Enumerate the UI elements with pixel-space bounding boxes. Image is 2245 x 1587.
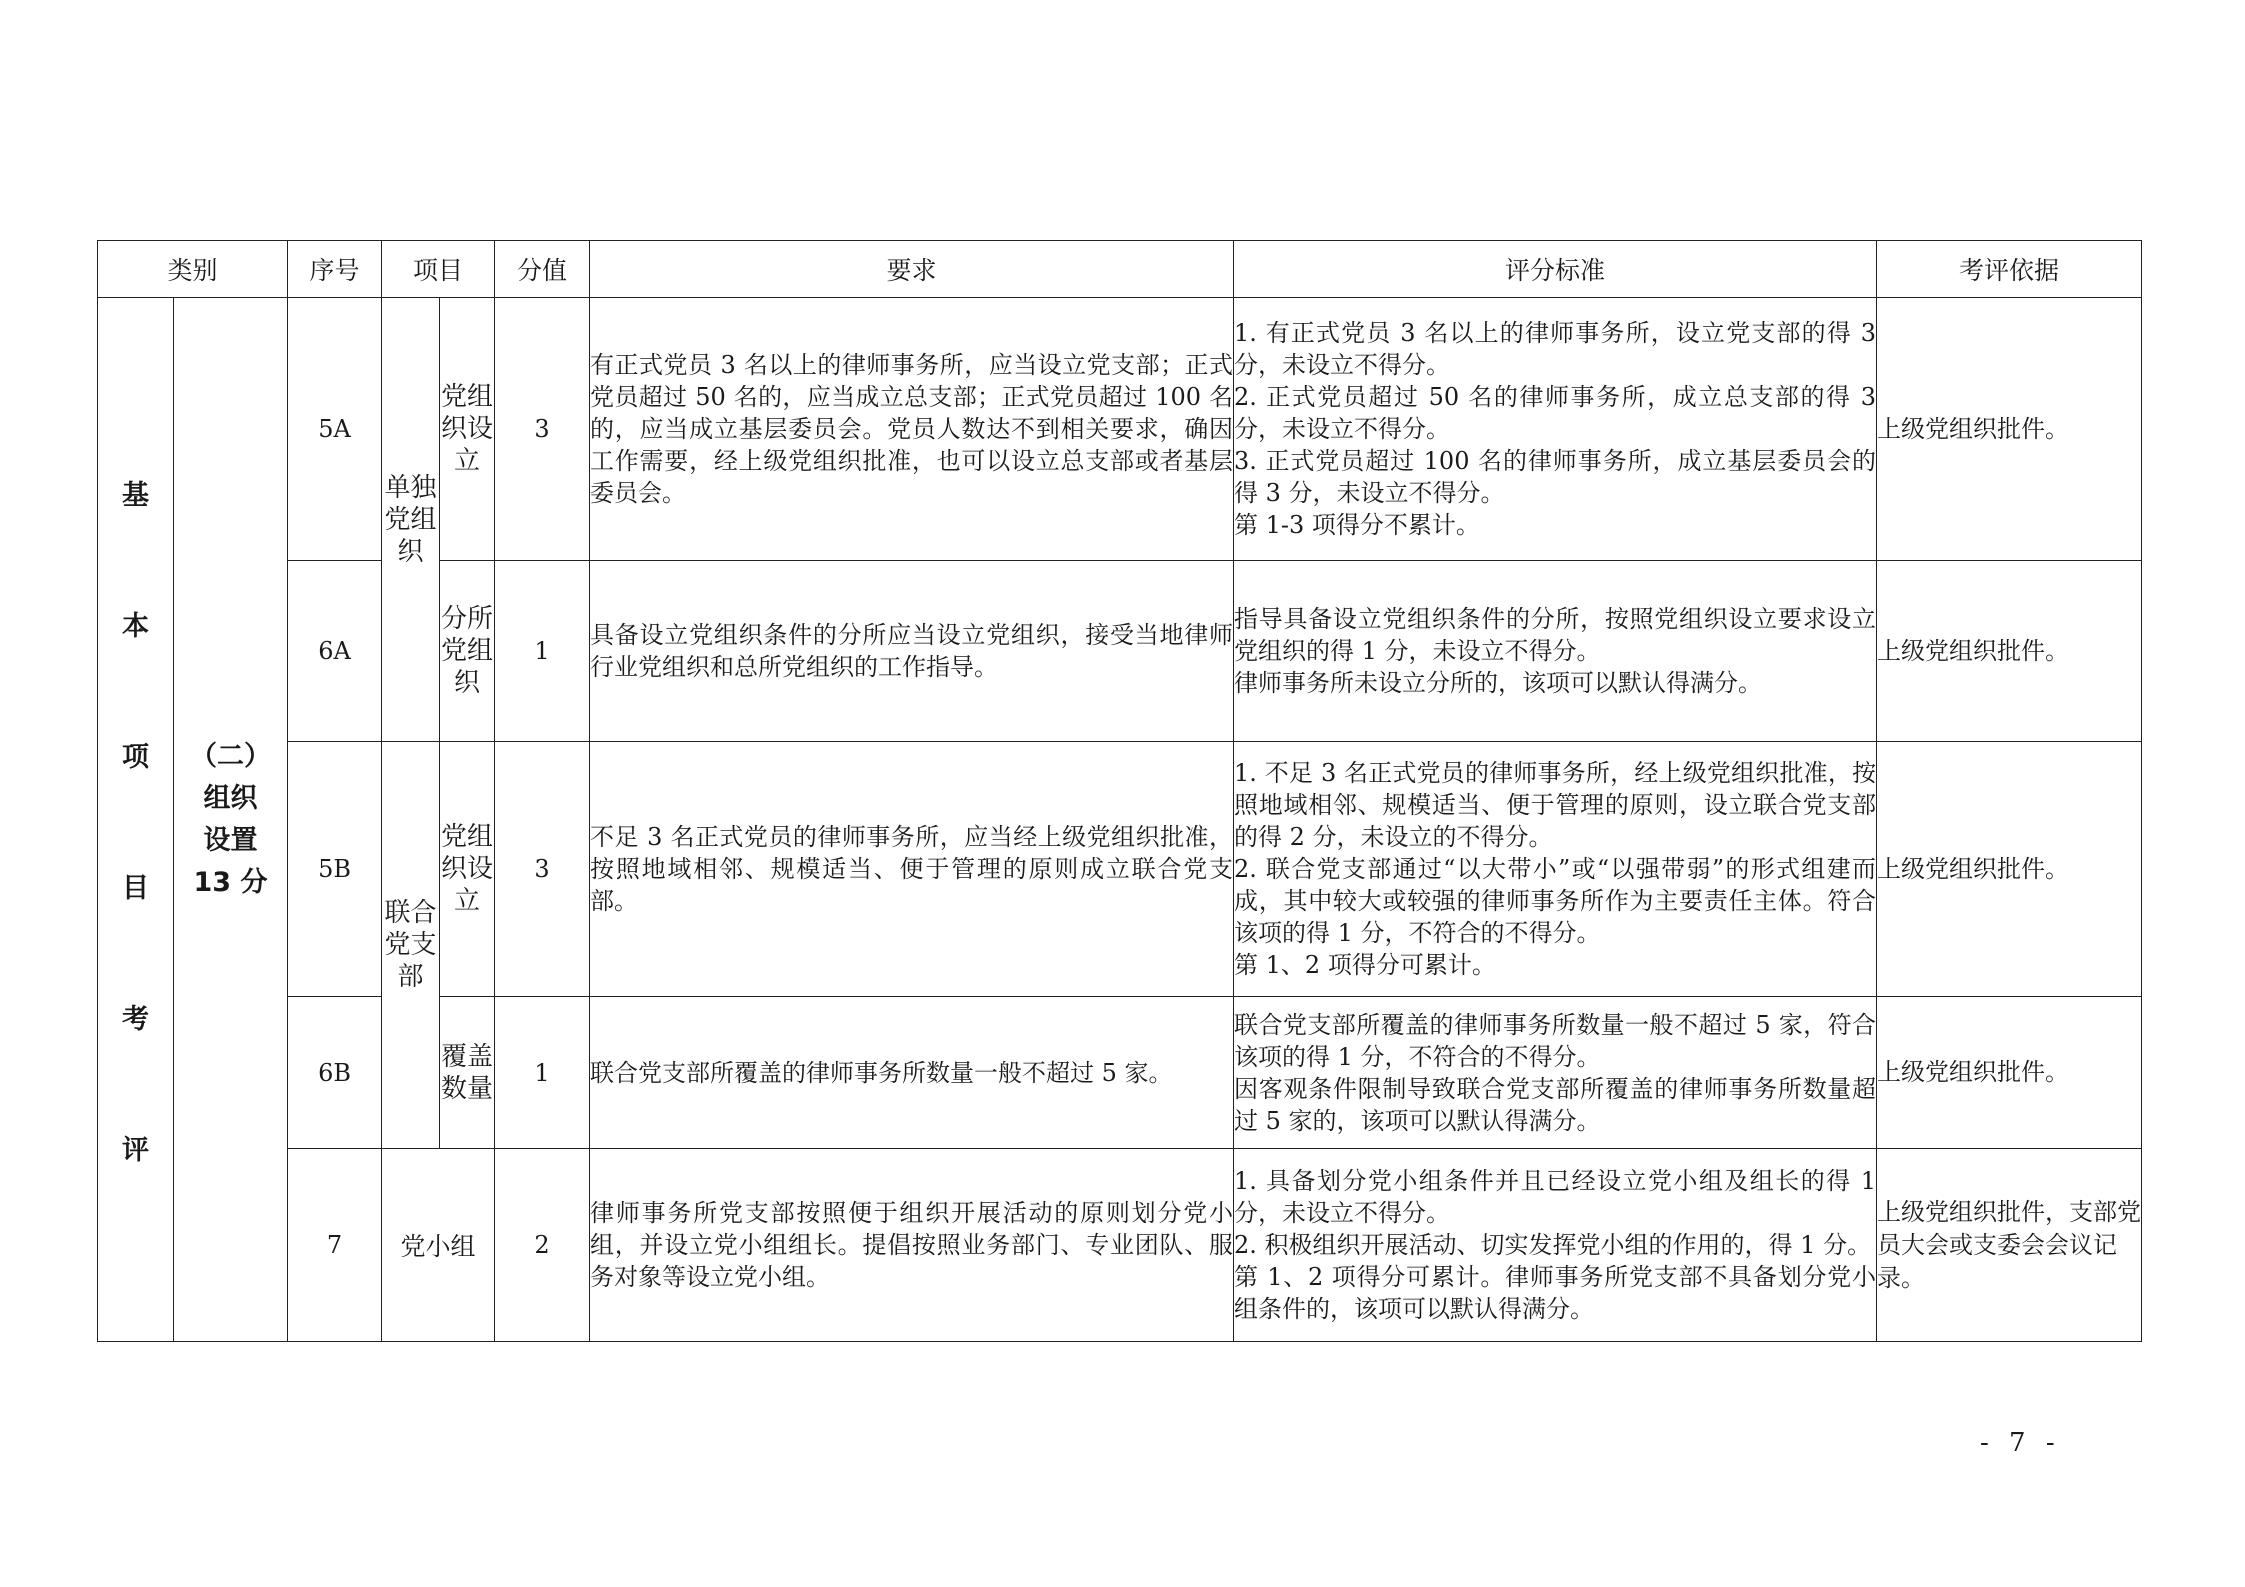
criteria-cell: 1. 有正式党员 3 名以上的律师事务所，设立党支部的得 3 分，未设立不得分。 2. 正式党员超过 50 名的律师事务所，成立总支部的得 3 分，未设立不得分。 3. 正式党员超过 100 名的律师事务所，成立基层委员会的得 3 分，未设立不得分。 第 1-3 项得分不累计。 [1234, 298, 1877, 561]
header-item: 项目 [382, 241, 495, 298]
table-row [98, 298, 2142, 561]
basis-cell: 上级党组织批件。 [1877, 997, 2142, 1149]
header-score: 分值 [495, 241, 590, 298]
criteria-cell: 1. 具备划分党小组条件并且已经设立党小组及组长的得 1 分，未设立不得分。 2. 积极组织开展活动、切实发挥党小组的作用的，得 1 分。 第 1、2 项得分可累计。律师事务所党支部不具备划分党小组条件的，该项可以默认得满分。 [1234, 1149, 1877, 1342]
basis-cell: 上级党组织批件，支部党员大会或支委会会议记录。 [1877, 1149, 2142, 1342]
sub-item-cell: 党组织设立 [440, 298, 495, 561]
sub-item-cell: 覆盖数量 [440, 997, 495, 1149]
header-basis: 考评依据 [1877, 241, 2142, 298]
requirement-cell: 具备设立党组织条件的分所应当设立党组织，接受当地律师行业党组织和总所党组织的工作指导。 [590, 561, 1234, 742]
basis-cell: 上级党组织批件。 [1877, 742, 2142, 997]
criteria-cell: 联合党支部所覆盖的律师事务所数量一般不超过 5 家，符合该项的得 1 分，不符合的不得分。 因客观条件限制导致联合党支部所覆盖的律师事务所数量超过 5 家的，该项可以默认得满分。 [1234, 997, 1877, 1149]
seq-cell: 5A [288, 298, 382, 561]
score-cell: 3 [495, 742, 590, 997]
seq-cell: 6A [288, 561, 382, 742]
item-cell: 党小组 [382, 1149, 495, 1342]
evaluation-table [97, 240, 2142, 1342]
requirement-cell: 有正式党员 3 名以上的律师事务所，应当设立党支部；正式党员超过 50 名的，应当成立总支部；正式党员超过 100 名的，应当成立基层委员会。党员人数达不到相关要求，确因工作需要，经上级党组织批准，也可以设立总支部或者基层委员会。 [590, 298, 1234, 561]
sub-item-cell: 分所党组织 [440, 561, 495, 742]
category-sub: （二） 组织 设置 13 分 [174, 298, 288, 1342]
requirement-cell: 不足 3 名正式党员的律师事务所，应当经上级党组织批准，按照地域相邻、规模适当、便于管理的原则成立联合党支部。 [590, 742, 1234, 997]
header-seq: 序号 [288, 241, 382, 298]
header-category: 类别 [98, 241, 288, 298]
category-main: 基 本 项 目 考 评 [98, 298, 174, 1342]
requirement-cell: 律师事务所党支部按照便于组织开展活动的原则划分党小组，并设立党小组组长。提倡按照业务部门、专业团队、服务对象等设立党小组。 [590, 1149, 1234, 1342]
seq-cell: 5B [288, 742, 382, 997]
header-row [98, 241, 2142, 298]
criteria-cell: 指导具备设立党组织条件的分所，按照党组织设立要求设立党组织的得 1 分，未设立不得分。 律师事务所未设立分所的，该项可以默认得满分。 [1234, 561, 1877, 742]
score-cell: 3 [495, 298, 590, 561]
seq-cell: 7 [288, 1149, 382, 1342]
seq-cell: 6B [288, 997, 382, 1149]
table-row [98, 742, 2142, 997]
table-row [98, 1149, 2142, 1342]
criteria-cell: 1. 不足 3 名正式党员的律师事务所，经上级党组织批准，按照地域相邻、规模适当、便于管理的原则，设立联合党支部的得 2 分，未设立的不得分。 2. 联合党支部通过“以大带小”或“以强带弱”的形式组建而成，其中较大或较强的律师事务所作为主要责任主体。符合该项的得 1 分，不符合的不得分。 第 1、2 项得分可累计。 [1234, 742, 1877, 997]
page-number: - 7 - [1980, 1428, 2061, 1458]
score-cell: 1 [495, 561, 590, 742]
score-cell: 2 [495, 1149, 590, 1342]
requirement-cell: 联合党支部所覆盖的律师事务所数量一般不超过 5 家。 [590, 997, 1234, 1149]
basis-cell: 上级党组织批件。 [1877, 561, 2142, 742]
group-single: 单独党组织 [382, 298, 440, 742]
group-joint: 联合党支部 [382, 742, 440, 1149]
header-criteria: 评分标准 [1234, 241, 1877, 298]
score-cell: 1 [495, 997, 590, 1149]
header-requirement: 要求 [590, 241, 1234, 298]
basis-cell: 上级党组织批件。 [1877, 298, 2142, 561]
sub-item-cell: 党组织设立 [440, 742, 495, 997]
